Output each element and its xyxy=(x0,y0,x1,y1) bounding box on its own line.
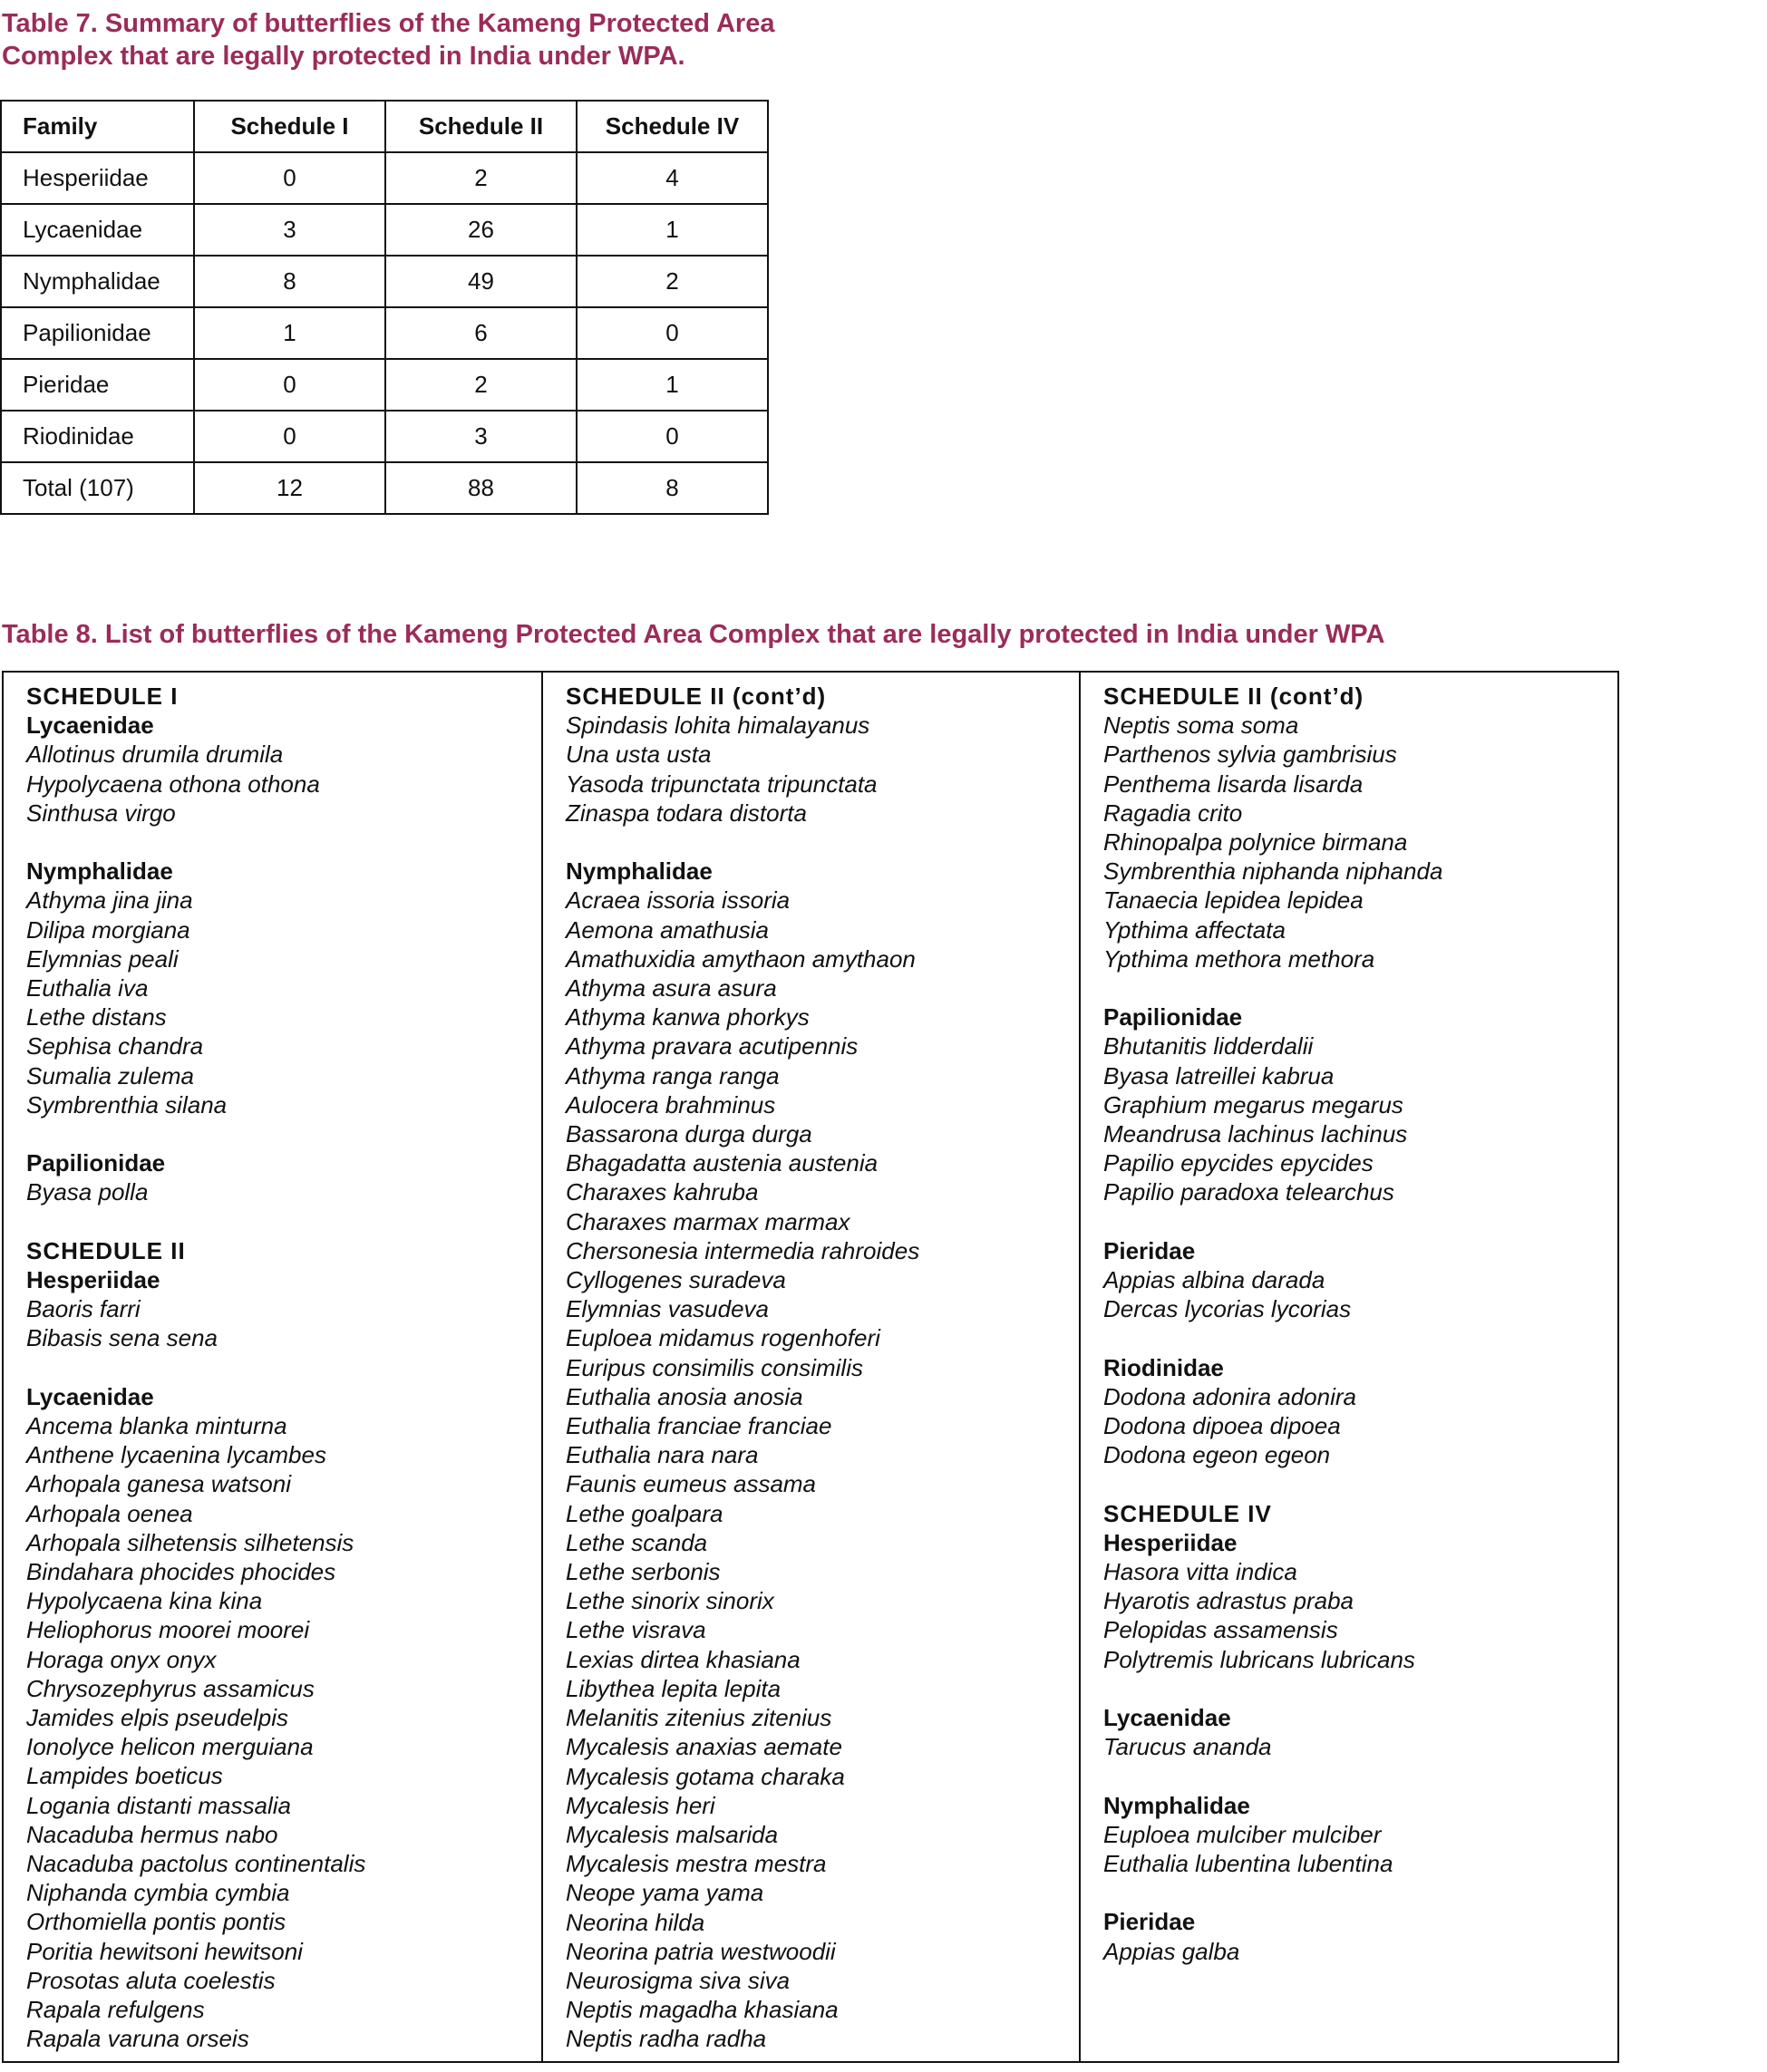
species-name: Lampides boeticus xyxy=(26,1762,223,1790)
species-name: Byasa latreillei kabrua xyxy=(1103,1061,1335,1089)
species-name: Dodona adonira adonira xyxy=(1103,1382,1356,1410)
column-header-schedule-ii: Schedule II xyxy=(385,101,577,152)
column-header-schedule-i: Schedule I xyxy=(194,101,385,152)
species-name: Lexias dirtea khasiana xyxy=(566,1645,801,1673)
family-cell: Papilionidae xyxy=(1,307,194,359)
species-name: Rapala varuna orseis xyxy=(26,2025,249,2053)
table-row xyxy=(1,204,768,256)
table-header-row xyxy=(1,101,768,152)
count-cell: 2 xyxy=(385,152,577,204)
family-heading: Pieridae xyxy=(1103,1236,1196,1264)
count-cell: 2 xyxy=(577,256,768,307)
spacer xyxy=(26,1353,541,1382)
species-column-1 xyxy=(4,673,541,2061)
species-name: Mycalesis anaxias aemate xyxy=(566,1733,842,1761)
species-name: Sumalia zulema xyxy=(26,1061,194,1089)
species-name: Neurosigma siva siva xyxy=(566,1966,791,1994)
species-name: Athyma kanwa phorkys xyxy=(566,1003,810,1031)
table-row xyxy=(1,256,768,307)
species-name: Dodona dipoea dipoea xyxy=(1103,1412,1341,1440)
species-name: Mycalesis heri xyxy=(566,1791,715,1819)
species-name: Dodona egeon egeon xyxy=(1103,1441,1331,1469)
species-name: Neorina hilda xyxy=(566,1908,705,1936)
species-name: Elymnias vasudeva xyxy=(566,1295,769,1323)
species-name: Yasoda tripunctata tripunctata xyxy=(566,770,878,798)
species-name: Euthalia nara nara xyxy=(566,1441,759,1469)
table-row xyxy=(1,307,768,359)
count-cell: 6 xyxy=(385,307,577,359)
species-column-3 xyxy=(1079,673,1617,2061)
species-name: Ypthima affectata xyxy=(1103,915,1286,944)
species-name: Tarucus ananda xyxy=(1103,1733,1272,1761)
species-name: Arhopala oenea xyxy=(26,1499,193,1527)
species-name: Symbrenthia silana xyxy=(26,1090,228,1118)
species-name: Dilipa morgiana xyxy=(26,915,190,944)
species-name: Niphanda cymbia cymbia xyxy=(26,1879,290,1907)
species-name: Nacaduba hermus nabo xyxy=(26,1820,278,1848)
count-cell: 0 xyxy=(194,411,385,462)
schedule-heading: SCHEDULE II (cont’d) xyxy=(566,683,827,710)
species-name: Penthema lisarda lisarda xyxy=(1103,770,1364,798)
species-name: Libythea lepita lepita xyxy=(566,1674,782,1702)
summary-table xyxy=(0,100,769,515)
family-heading: Lycaenidae xyxy=(1103,1704,1231,1732)
species-name: Jamides elpis pseudelpis xyxy=(26,1704,289,1732)
family-cell: Total (107) xyxy=(1,462,194,514)
species-name: Dercas lycorias lycorias xyxy=(1103,1295,1352,1323)
count-cell: 2 xyxy=(385,359,577,411)
species-name: Athyma jina jina xyxy=(26,886,193,915)
schedule-heading: SCHEDULE II (cont’d) xyxy=(1103,683,1364,710)
species-name: Sinthusa virgo xyxy=(26,799,176,827)
count-cell: 4 xyxy=(577,152,768,204)
spacer xyxy=(1103,1761,1617,1790)
count-cell: 8 xyxy=(577,462,768,514)
family-heading: Hesperiidae xyxy=(1103,1528,1238,1556)
species-name: Bibasis sena sena xyxy=(26,1324,218,1352)
family-cell: Pieridae xyxy=(1,359,194,411)
count-cell: 3 xyxy=(385,411,577,462)
species-name: Ypthima methora methora xyxy=(1103,944,1375,973)
species-name: Papilio epycides epycides xyxy=(1103,1149,1374,1177)
table-row xyxy=(1,359,768,411)
species-name: Sephisa chandra xyxy=(26,1032,204,1060)
species-name: Ancema blanka minturna xyxy=(26,1412,287,1440)
species-name: Chrysozephyrus assamicus xyxy=(26,1674,315,1702)
species-name: Euthalia franciae franciae xyxy=(566,1412,832,1440)
species-name: Charaxes marmax marmax xyxy=(566,1207,850,1235)
family-heading: Papilionidae xyxy=(26,1149,166,1177)
family-heading: Nymphalidae xyxy=(1103,1791,1250,1819)
table-row xyxy=(1,411,768,462)
species-name: Hypolycaena kina kina xyxy=(26,1587,263,1615)
family-heading: Lycaenidae xyxy=(26,1382,154,1410)
species-name: Poritia hewitsoni hewitsoni xyxy=(26,1937,303,1965)
count-cell: 0 xyxy=(194,359,385,411)
species-name: Nacaduba pactolus continentalis xyxy=(26,1850,366,1878)
family-heading: Riodinidae xyxy=(1103,1353,1224,1381)
species-name: Hypolycaena othona othona xyxy=(26,770,320,798)
species-name: Neptis radha radha xyxy=(566,2025,767,2053)
species-name: Baoris farri xyxy=(26,1295,141,1323)
species-name: Euploea mulciber mulciber xyxy=(1103,1820,1382,1848)
species-name: Bhutanitis lidderdalii xyxy=(1103,1032,1314,1060)
family-heading: Pieridae xyxy=(1103,1908,1196,1936)
species-name: Zinaspa todara distorta xyxy=(566,799,807,827)
family-heading: Hesperiidae xyxy=(26,1266,160,1294)
species-name: Melanitis zitenius zitenius xyxy=(566,1704,832,1732)
species-name: Neptis magadha khasiana xyxy=(566,1996,839,2024)
table-row xyxy=(1,462,768,514)
schedule-heading: SCHEDULE IV xyxy=(1103,1499,1272,1527)
species-name: Arhopala silhetensis silhetensis xyxy=(26,1528,354,1556)
species-name: Appias galba xyxy=(1103,1937,1240,1965)
family-heading: Papilionidae xyxy=(1103,1003,1243,1031)
species-name: Bindahara phocides phocides xyxy=(26,1558,336,1586)
species-name: Lethe sinorix sinorix xyxy=(566,1587,774,1615)
family-heading: Nymphalidae xyxy=(26,857,173,886)
count-cell: 0 xyxy=(194,152,385,204)
species-name: Euripus consimilis consimilis xyxy=(566,1353,863,1381)
column-header-family: Family xyxy=(1,101,194,152)
table8-caption: Table 8. List of butterflies of the Kameng Protected Area Complex that are legally protected in India under WPA xyxy=(2,620,1385,649)
species-list-box xyxy=(2,671,1619,2063)
count-cell: 49 xyxy=(385,256,577,307)
species-name: Lethe goalpara xyxy=(566,1499,723,1527)
species-name: Euthalia anosia anosia xyxy=(566,1382,803,1410)
family-cell: Nymphalidae xyxy=(1,256,194,307)
species-name: Tanaecia lepidea lepidea xyxy=(1103,886,1364,915)
species-name: Meandrusa lachinus lachinus xyxy=(1103,1120,1408,1148)
species-name: Symbrenthia niphanda niphanda xyxy=(1103,857,1443,886)
count-cell: 88 xyxy=(385,462,577,514)
species-name: Papilio paradoxa telearchus xyxy=(1103,1178,1394,1206)
species-name: Chersonesia intermedia rahroides xyxy=(566,1236,920,1264)
species-name: Athyma asura asura xyxy=(566,974,777,1002)
spacer xyxy=(566,828,1079,857)
species-name: Allotinus drumila drumila xyxy=(26,741,284,769)
species-name: Athyma ranga ranga xyxy=(566,1061,780,1089)
species-name: Cyllogenes suradeva xyxy=(566,1266,786,1294)
schedule-heading: SCHEDULE I xyxy=(26,683,179,710)
spacer xyxy=(1103,1323,1617,1352)
species-name: Lethe visrava xyxy=(566,1616,706,1644)
count-cell: 1 xyxy=(194,307,385,359)
species-name: Bassarona durga durga xyxy=(566,1120,812,1148)
species-name: Parthenos sylvia gambrisius xyxy=(1103,741,1397,769)
species-name: Neptis soma soma xyxy=(1103,712,1299,740)
species-name: Rhinopalpa polynice birmana xyxy=(1103,828,1408,857)
species-name: Rapala refulgens xyxy=(26,1996,205,2024)
species-name: Acraea issoria issoria xyxy=(566,886,791,915)
species-name: Ionolyce helicon merguiana xyxy=(26,1733,314,1761)
species-name: Hasora vitta indica xyxy=(1103,1558,1297,1586)
species-name: Ragadia crito xyxy=(1103,799,1243,827)
count-cell: 1 xyxy=(577,204,768,256)
family-cell: Riodinidae xyxy=(1,411,194,462)
species-name: Horaga onyx onyx xyxy=(26,1645,217,1673)
species-name: Spindasis lohita himalayanus xyxy=(566,712,870,740)
species-name: Pelopidas assamensis xyxy=(1103,1616,1338,1644)
family-heading: Lycaenidae xyxy=(26,712,154,740)
spacer xyxy=(26,1207,541,1236)
table7-caption: Table 7. Summary of butterflies of the Kameng Protected Area Complex that are legally protected in India under WPA. xyxy=(2,9,775,71)
species-name: Mycalesis gotama charaka xyxy=(566,1762,845,1790)
species-name: Hyarotis adrastus praba xyxy=(1103,1587,1354,1615)
spacer xyxy=(1103,1674,1617,1703)
species-name: Aulocera brahminus xyxy=(566,1090,776,1118)
species-name: Amathuxidia amythaon amythaon xyxy=(566,944,916,973)
species-name: Faunis eumeus assama xyxy=(566,1470,817,1498)
species-name: Heliophorus moorei moorei xyxy=(26,1616,310,1644)
species-name: Prosotas aluta coelestis xyxy=(26,1966,276,1994)
spacer xyxy=(1103,973,1617,1002)
species-name: Lethe distans xyxy=(26,1003,167,1031)
species-name: Neorina patria westwoodii xyxy=(566,1937,836,1965)
count-cell: 1 xyxy=(577,359,768,411)
species-name: Mycalesis mestra mestra xyxy=(566,1850,827,1878)
spacer xyxy=(1103,1469,1617,1498)
species-name: Graphium megarus megarus xyxy=(1103,1090,1403,1118)
spacer xyxy=(26,1119,541,1148)
species-name: Lethe serbonis xyxy=(566,1558,721,1586)
family-heading: Nymphalidae xyxy=(566,857,713,886)
species-name: Neope yama yama xyxy=(566,1879,764,1907)
family-cell: Hesperiidae xyxy=(1,152,194,204)
species-name: Elymnias peali xyxy=(26,944,179,973)
species-name: Charaxes kahruba xyxy=(566,1178,759,1206)
count-cell: 8 xyxy=(194,256,385,307)
species-name: Euthalia iva xyxy=(26,974,149,1002)
count-cell: 26 xyxy=(385,204,577,256)
species-name: Polytremis lubricans lubricans xyxy=(1103,1645,1415,1673)
count-cell: 0 xyxy=(577,307,768,359)
species-name: Una usta usta xyxy=(566,741,712,769)
family-cell: Lycaenidae xyxy=(1,204,194,256)
species-name: Euploea midamus rogenhoferi xyxy=(566,1324,880,1352)
species-name: Aemona amathusia xyxy=(566,915,770,944)
count-cell: 0 xyxy=(577,411,768,462)
species-name: Orthomiella pontis pontis xyxy=(26,1908,286,1936)
species-name: Bhagadatta austenia austenia xyxy=(566,1149,879,1177)
species-name: Euthalia lubentina lubentina xyxy=(1103,1850,1393,1878)
species-column-2 xyxy=(541,673,1079,2061)
schedule-heading: SCHEDULE II xyxy=(26,1236,186,1264)
species-name: Appias albina darada xyxy=(1103,1266,1325,1294)
spacer xyxy=(26,828,541,857)
spacer xyxy=(1103,1207,1617,1236)
table-row xyxy=(1,152,768,204)
column-header-schedule-iv: Schedule IV xyxy=(577,101,768,152)
species-name: Mycalesis malsarida xyxy=(566,1820,779,1848)
species-name: Anthene lycaenina lycambes xyxy=(26,1441,326,1469)
species-name: Logania distanti massalia xyxy=(26,1791,291,1819)
species-name: Lethe scanda xyxy=(566,1528,708,1556)
count-cell: 12 xyxy=(194,462,385,514)
spacer xyxy=(1103,1878,1617,1907)
species-name: Byasa polla xyxy=(26,1178,149,1206)
species-name: Arhopala ganesa watsoni xyxy=(26,1470,291,1498)
count-cell: 3 xyxy=(194,204,385,256)
species-name: Athyma pravara acutipennis xyxy=(566,1032,859,1060)
summary-table-body xyxy=(1,152,768,514)
